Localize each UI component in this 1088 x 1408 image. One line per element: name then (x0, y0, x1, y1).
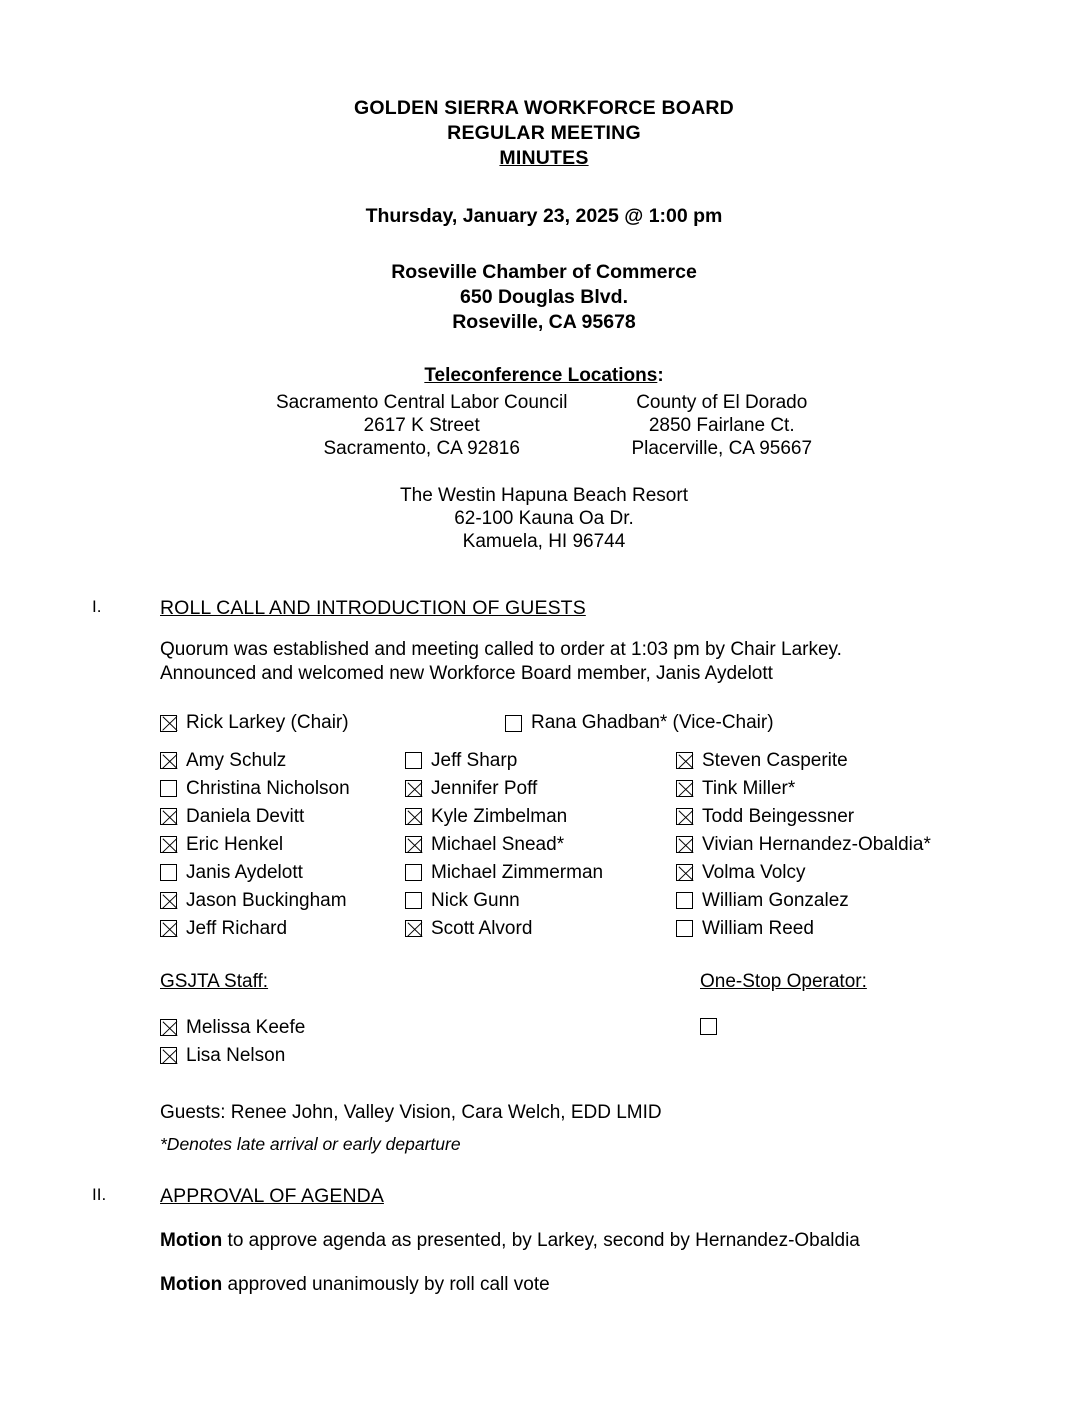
roster-item[interactable] (676, 860, 996, 885)
roster-item-label: Amy Schulz (186, 749, 287, 771)
meeting-datetime: Thursday, January 23, 2025 @ 1:00 pm (365, 205, 723, 227)
welcome-line: Announced and welcomed new Workforce Board member, Janis Aydelott (160, 663, 773, 684)
roster-item-label: Scott Alvord (431, 917, 533, 939)
section-title: ROLL CALL AND INTRODUCTION OF GUESTS (160, 597, 586, 619)
checkbox-icon[interactable] (676, 864, 693, 881)
checkbox-icon[interactable] (405, 752, 422, 769)
checkbox-icon[interactable] (160, 808, 177, 825)
location-name: The Westin Hapuna Beach Resort (400, 485, 688, 506)
checkbox-icon[interactable] (160, 864, 177, 881)
roster-item-label: William Gonzalez (702, 889, 849, 911)
roster-item[interactable] (405, 832, 676, 857)
section-number: I. (92, 597, 102, 616)
checkbox-icon[interactable] (405, 808, 422, 825)
roster-item-label: Jeff Sharp (431, 749, 518, 771)
roster-item[interactable] (676, 832, 996, 857)
checkbox-icon[interactable] (160, 892, 177, 909)
roster-item[interactable] (405, 804, 676, 829)
staff-list (160, 1015, 700, 1068)
quorum-line: Quorum was established and meeting called to order at 1:03 pm by Chair Larkey. (160, 639, 842, 660)
location-street: 2617 K Street (363, 415, 480, 436)
roster-item-label: Steven Casperite (702, 749, 848, 771)
roster-item[interactable] (676, 916, 996, 941)
checkbox-icon[interactable] (160, 836, 177, 853)
venue-street: 650 Douglas Blvd. (460, 286, 628, 308)
section-title: APPROVAL OF AGENDA (160, 1185, 384, 1207)
roster-item[interactable] (405, 916, 676, 941)
roster-item[interactable] (676, 804, 996, 829)
checkbox-icon[interactable] (405, 892, 422, 909)
roster-item-label: Vivian Hernandez-Obaldia* (702, 833, 931, 855)
roster-item-label: Daniela Devitt (186, 805, 305, 827)
location-citystate: Placerville, CA 95667 (631, 438, 813, 459)
checkbox-icon[interactable] (160, 1019, 177, 1036)
roster-item[interactable] (160, 832, 405, 857)
location-name: County of El Dorado (636, 392, 808, 413)
roster-item[interactable] (405, 860, 676, 885)
motion-label: Motion (160, 1274, 223, 1295)
motion-label: Motion (160, 1230, 223, 1251)
roster-item-label: Jennifer Poff (431, 777, 538, 799)
motion-text: to approve agenda as presented, by Larkey, second by Hernandez-Obaldia (222, 1230, 860, 1251)
staff-heading: GSJTA Staff: (160, 971, 269, 992)
staff-headings (160, 971, 996, 993)
officers-row (160, 712, 996, 734)
checkbox-icon[interactable] (676, 752, 693, 769)
roster-item[interactable] (405, 748, 676, 773)
roster-column-1 (160, 748, 405, 941)
checkbox-icon[interactable] (405, 836, 422, 853)
roster-item[interactable] (160, 748, 405, 773)
checkbox-icon[interactable] (160, 715, 177, 732)
roster-item-label: Volma Volcy (702, 861, 806, 883)
roster-item-label: Michael Snead* (431, 833, 565, 855)
location-citystate: Sacramento, CA 92816 (323, 438, 520, 459)
roster-item-label: Rana Ghadban* (Vice-Chair) (531, 712, 774, 733)
list-item[interactable] (160, 1043, 700, 1068)
roster-item-label: William Reed (702, 917, 814, 939)
roster-grid (160, 748, 996, 941)
roster-item-vice-chair[interactable] (505, 712, 774, 734)
roster-item[interactable] (676, 888, 996, 913)
section-approval-of-agenda (92, 1185, 996, 1296)
roster-item[interactable] (676, 776, 996, 801)
roll-call-paragraph (160, 638, 996, 686)
roster-item-label: Rick Larkey (Chair) (186, 712, 349, 733)
checkbox-icon[interactable] (160, 752, 177, 769)
teleconference-location (276, 391, 568, 460)
roster-item[interactable] (405, 888, 676, 913)
checkbox-icon[interactable] (160, 1047, 177, 1064)
one-stop-operator-entry[interactable] (700, 1015, 717, 1068)
checkbox-icon[interactable] (405, 864, 422, 881)
one-stop-operator-heading: One-Stop Operator: (700, 971, 867, 992)
teleconference-location-extra (92, 484, 996, 553)
roster-item[interactable] (676, 748, 996, 773)
venue-citystate: Roseville, CA 95678 (452, 311, 636, 333)
doc-type: MINUTES (499, 147, 589, 169)
document-title-block (92, 96, 996, 171)
staff-row (160, 1015, 996, 1068)
checkbox-icon[interactable] (676, 920, 693, 937)
roster-column-2 (405, 748, 676, 941)
location-street: 2850 Fairlane Ct. (648, 415, 795, 436)
teleconference-locations (92, 391, 996, 460)
checkbox-icon[interactable] (405, 780, 422, 797)
teleconference-location (631, 391, 812, 460)
roster-item-label: Tink Miller* (702, 777, 796, 799)
roster-item-label: Michael Zimmerman (431, 861, 604, 883)
roster-item-label: Nick Gunn (431, 889, 520, 911)
location-name: Sacramento Central Labor Council (275, 392, 568, 413)
checkbox-icon[interactable] (160, 780, 177, 797)
denotes-note: *Denotes late arrival or early departure (160, 1134, 461, 1154)
venue-name: Roseville Chamber of Commerce (391, 261, 697, 283)
list-item[interactable] (160, 1015, 700, 1040)
staff-item-label: Lisa Nelson (186, 1044, 286, 1066)
section-roll-call (92, 597, 996, 1155)
venue-block (92, 260, 996, 335)
checkbox-icon[interactable] (676, 808, 693, 825)
roster-column-3 (676, 748, 996, 941)
checkbox-icon[interactable] (700, 1018, 717, 1035)
staff-item-label: Melissa Keefe (186, 1016, 306, 1038)
roster-item-label: Todd Beingessner (702, 805, 855, 827)
roster-item-label: Christina Nicholson (186, 777, 350, 799)
roster-item[interactable] (160, 860, 405, 885)
teleconference-heading-label: Teleconference Locations (424, 365, 658, 386)
org-name: GOLDEN SIERRA WORKFORCE BOARD (354, 97, 734, 119)
checkbox-icon[interactable] (676, 892, 693, 909)
teleconference-heading-colon: : (657, 365, 664, 386)
roster-item-label: Kyle Zimbelman (431, 805, 568, 827)
roster-item[interactable] (160, 916, 405, 941)
meeting-type: REGULAR MEETING (447, 122, 641, 144)
motion-approved-result (160, 1274, 996, 1296)
checkbox-icon[interactable] (676, 780, 693, 797)
checkbox-icon[interactable] (405, 920, 422, 937)
section-number: II. (92, 1185, 107, 1204)
roster-item[interactable] (405, 776, 676, 801)
checkbox-icon[interactable] (160, 920, 177, 937)
roster-item-label: Janis Aydelott (186, 861, 303, 883)
location-citystate: Kamuela, HI 96744 (462, 531, 626, 552)
guests-line: Guests: Renee John, Valley Vision, Cara Welch, EDD LMID (160, 1102, 662, 1123)
roster-item[interactable] (160, 804, 405, 829)
roster-item-label: Jeff Richard (186, 917, 288, 939)
checkbox-icon[interactable] (676, 836, 693, 853)
motion-approve-agenda (160, 1230, 996, 1252)
location-street: 62-100 Kauna Oa Dr. (454, 508, 634, 529)
roster-item-label: Eric Henkel (186, 833, 284, 855)
motion-text: approved unanimously by roll call vote (222, 1274, 550, 1295)
roster-item[interactable] (160, 776, 405, 801)
teleconference-heading (92, 365, 996, 387)
roster-item-chair[interactable] (160, 712, 505, 734)
checkbox-icon[interactable] (505, 715, 522, 732)
roster-item-label: Jason Buckingham (186, 889, 347, 911)
roster-item[interactable] (160, 888, 405, 913)
